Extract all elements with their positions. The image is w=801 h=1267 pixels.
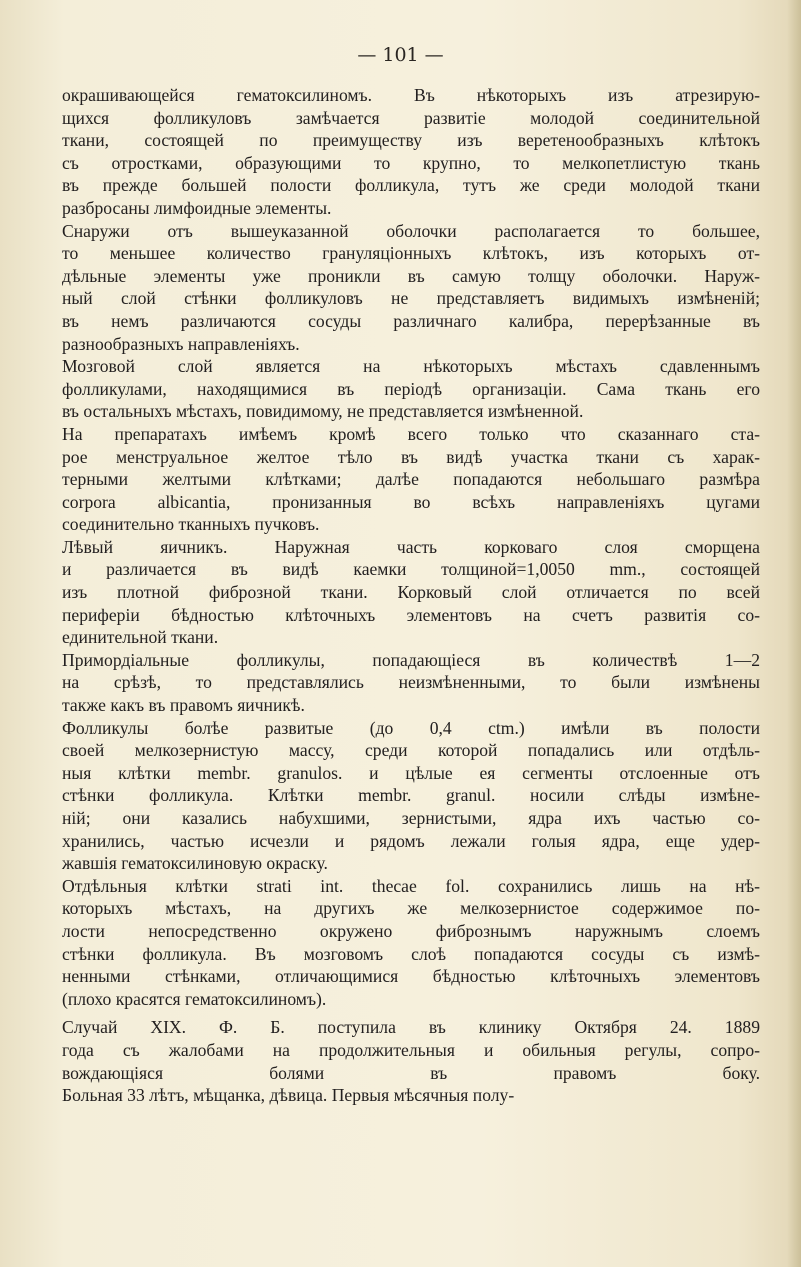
text-line: въ остальныхъ мѣстахъ, повидимому, не представляется измѣненной. [62, 401, 584, 422]
text-line: жавшія гематоксилиновую окраску. [62, 853, 328, 874]
text-line: (плохо красятся гематоксилиномъ). [62, 988, 327, 1009]
text-line: въ немъ различаются сосуды различнаго калибра, перерѣзанные въ [62, 310, 760, 331]
page-number: — 101 — [357, 44, 444, 66]
text-line: единительной ткани. [62, 627, 219, 648]
text-line: лости непосредственно окружено фибрознымъ наружнымъ слоемъ [62, 920, 760, 941]
text-line: периферіи бѣдностью клѣточныхъ элементовъ на счетъ развитія со- [62, 604, 760, 625]
text-line: Фолликулы болѣе развитые (до 0,4 ctm.) имѣли въ полости [62, 717, 760, 738]
text-line: щихся фолликуловъ замѣчается развитіе молодой соединительной [62, 107, 760, 128]
paragraph [62, 717, 760, 875]
text-line: и различается въ видѣ каемки толщиной=1,0050 mm., состоящей [62, 559, 760, 580]
text-line: дѣльные элементы уже проникли въ самую толщу оболочки. Наруж- [62, 265, 760, 286]
text-line: ткани, состоящей по преимуществу изъ веретенообразныхъ клѣтокъ [62, 130, 760, 151]
text-line: разбросаны лимфоидные элементы. [62, 197, 332, 218]
body-text [62, 84, 760, 1107]
text-line: Больная 33 лѣтъ, мѣщанка, дѣвица. Первыя мѣсячныя полу- [62, 1085, 515, 1106]
paragraph [62, 649, 760, 717]
text-line: Случай XIX. Ф. Б. поступила въ клинику Октября 24. 1889 [62, 1017, 760, 1038]
text-line: ненными стѣнками, отличающимися бѣдностью клѣточныхъ элементовъ [62, 966, 760, 987]
text-line: ній; они казались набухшими, зернистыми, ядра ихъ частью со- [62, 808, 760, 828]
text-line: стѣнки фолликула. Въ мозговомъ слоѣ попадаются сосуды съ измѣ- [62, 943, 760, 964]
text-line: Снаружи отъ вышеуказанной оболочки располагается то большее, [62, 220, 760, 241]
paragraph [62, 875, 760, 1011]
text-line: также какъ въ правомъ яичникѣ. [62, 695, 305, 716]
text-line: corpora albicantia, пронизанныя во всѣхъ направленіяхъ цугами [62, 491, 760, 512]
text-line: Лѣвый яичникъ. Наружная часть корковаго слоя сморщена [62, 536, 760, 557]
paragraph [62, 220, 760, 356]
text-line: На препаратахъ имѣемъ кромѣ всего только что сказаннаго ста- [62, 423, 760, 444]
text-line: окрашивающейся гематоксилиномъ. Въ нѣкоторыхъ изъ атрезирую- [62, 85, 760, 105]
text-line: въ прежде большей полости фолликула, тутъ же среди молодой ткани [62, 175, 760, 196]
text-line: на срѣзѣ, то представлялись неизмѣненными, то были измѣнены [62, 672, 760, 693]
text-line: соединительно тканныхъ пучковъ. [62, 514, 320, 535]
text-line: то меньшее количество грануляціонныхъ клѣтокъ, изъ которыхъ от- [62, 243, 760, 264]
text-line: фолликулами, находящимися въ періодѣ организаціи. Сама ткань его [62, 378, 760, 399]
text-line: Отдѣльныя клѣтки strati int. thecae fol. сохранились лишь на нѣ- [62, 875, 760, 896]
paragraph [62, 536, 760, 649]
text-line: изъ плотной фиброзной ткани. Корковый слой отличается по всей [62, 582, 760, 603]
text-line: разнообразныхъ направленіяхъ. [62, 333, 300, 354]
text-line: рое менструальное желтое тѣло въ видѣ участка ткани съ харак- [62, 446, 760, 467]
text-line: стѣнки фолликула. Клѣтки membr. granul. носили слѣды измѣне- [62, 785, 760, 806]
text-line: ный слой стѣнки фолликуловъ не представляетъ видимыхъ измѣненій; [62, 288, 760, 309]
text-line: хранились, частью исчезли и рядомъ лежали голыя ядра, еще удер- [62, 830, 760, 851]
text-line: года съ жалобами на продолжительныя и обильныя регулы, сопро- [62, 1039, 760, 1060]
text-line: Примордіальные фолликулы, попадающіеся въ количествѣ 1—2 [62, 649, 760, 670]
paragraph [62, 355, 760, 423]
paragraph [62, 423, 760, 536]
text-line: которыхъ мѣстахъ, на другихъ же мелкозернистое содержимое по- [62, 898, 760, 919]
text-line: Мозговой слой является на нѣкоторыхъ мѣстахъ сдавленнымъ [62, 356, 760, 377]
paragraph [62, 84, 760, 220]
paragraph [62, 1016, 760, 1106]
text-line: вождающіяся болями въ правомъ боку. [62, 1062, 760, 1083]
page-edge-shadow [787, 0, 801, 1267]
text-line: съ отростками, образующими то крупно, то мелкопетлистую ткань [62, 152, 760, 173]
text-line: ныя клѣтки membr. granulos. и цѣлые ея сегменты отслоенные отъ [62, 762, 760, 783]
text-line: терными желтыми клѣтками; далѣе попадаются небольшаго размѣра [62, 469, 760, 490]
text-line: своей мелкозернистую массу, среди которой попадались или отдѣль- [62, 740, 760, 761]
